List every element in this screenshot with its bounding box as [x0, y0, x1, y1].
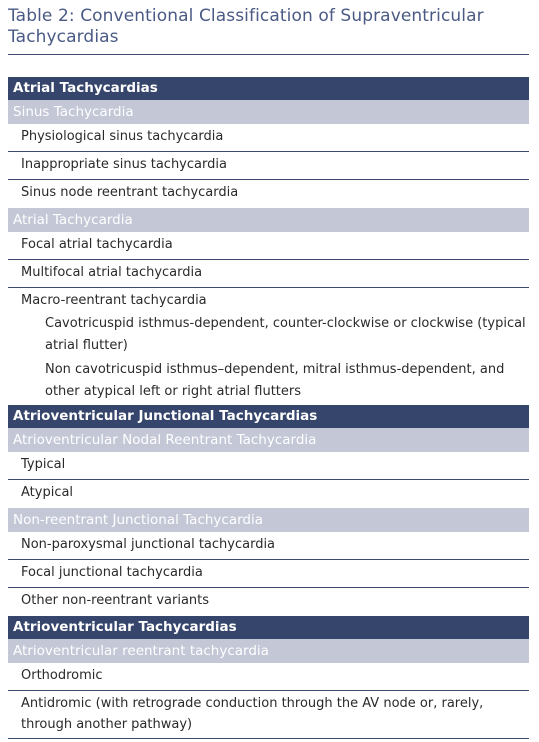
group-subheader: Non-reentrant Junctional Tachycardia: [8, 508, 529, 532]
table-title: Table 2: Conventional Classification of Supraventricular Tachycardias: [8, 6, 484, 47]
table-row: Focal atrial tachycardia: [8, 232, 529, 260]
table-row: Macro-reentrant tachycardia: [21, 293, 207, 308]
table-row: Multifocal atrial tachycardia: [8, 260, 529, 288]
table-row: Focal junctional tachycardia: [8, 560, 529, 588]
table-subrow: Non cavotricuspid isthmus–dependent, mitral isthmus-dependent, and other atypical left or right atrial flutters: [45, 362, 505, 399]
section-header: Atrioventricular Junctional Tachycardias: [8, 405, 529, 428]
table-row: Orthodromic: [8, 663, 529, 691]
title-divider: [8, 54, 529, 55]
table-row: Inappropriate sinus tachycardia: [8, 152, 529, 180]
table-row: Typical: [8, 452, 529, 480]
table-row: Atypical: [21, 485, 74, 500]
section-header: Atrial Tachycardias: [8, 77, 529, 100]
table-row: Sinus node reentrant tachycardia: [21, 185, 239, 200]
table-row: Other non-reentrant variants: [21, 593, 210, 608]
section-header: Atrioventricular Tachycardias: [8, 616, 529, 639]
group-subheader: Sinus Tachycardia: [8, 100, 529, 124]
table-row: Antidromic (with retrograde conduction through the AV node or, rarely, through another pathway): [8, 691, 529, 739]
group-subheader: Atrioventricular reentrant tachycardia: [8, 639, 529, 663]
table-row: Non-paroxysmal junctional tachycardia: [8, 532, 529, 560]
classification-table: [8, 77, 529, 739]
group-subheader: Atrial Tachycardia: [8, 208, 529, 232]
table-subrow: Cavotricuspid isthmus-dependent, counter-clockwise or clockwise (typical atrial flutter): [45, 316, 526, 353]
table-row: Physiological sinus tachycardia: [8, 124, 529, 152]
group-subheader: Atrioventricular Nodal Reentrant Tachycardia: [8, 428, 529, 452]
